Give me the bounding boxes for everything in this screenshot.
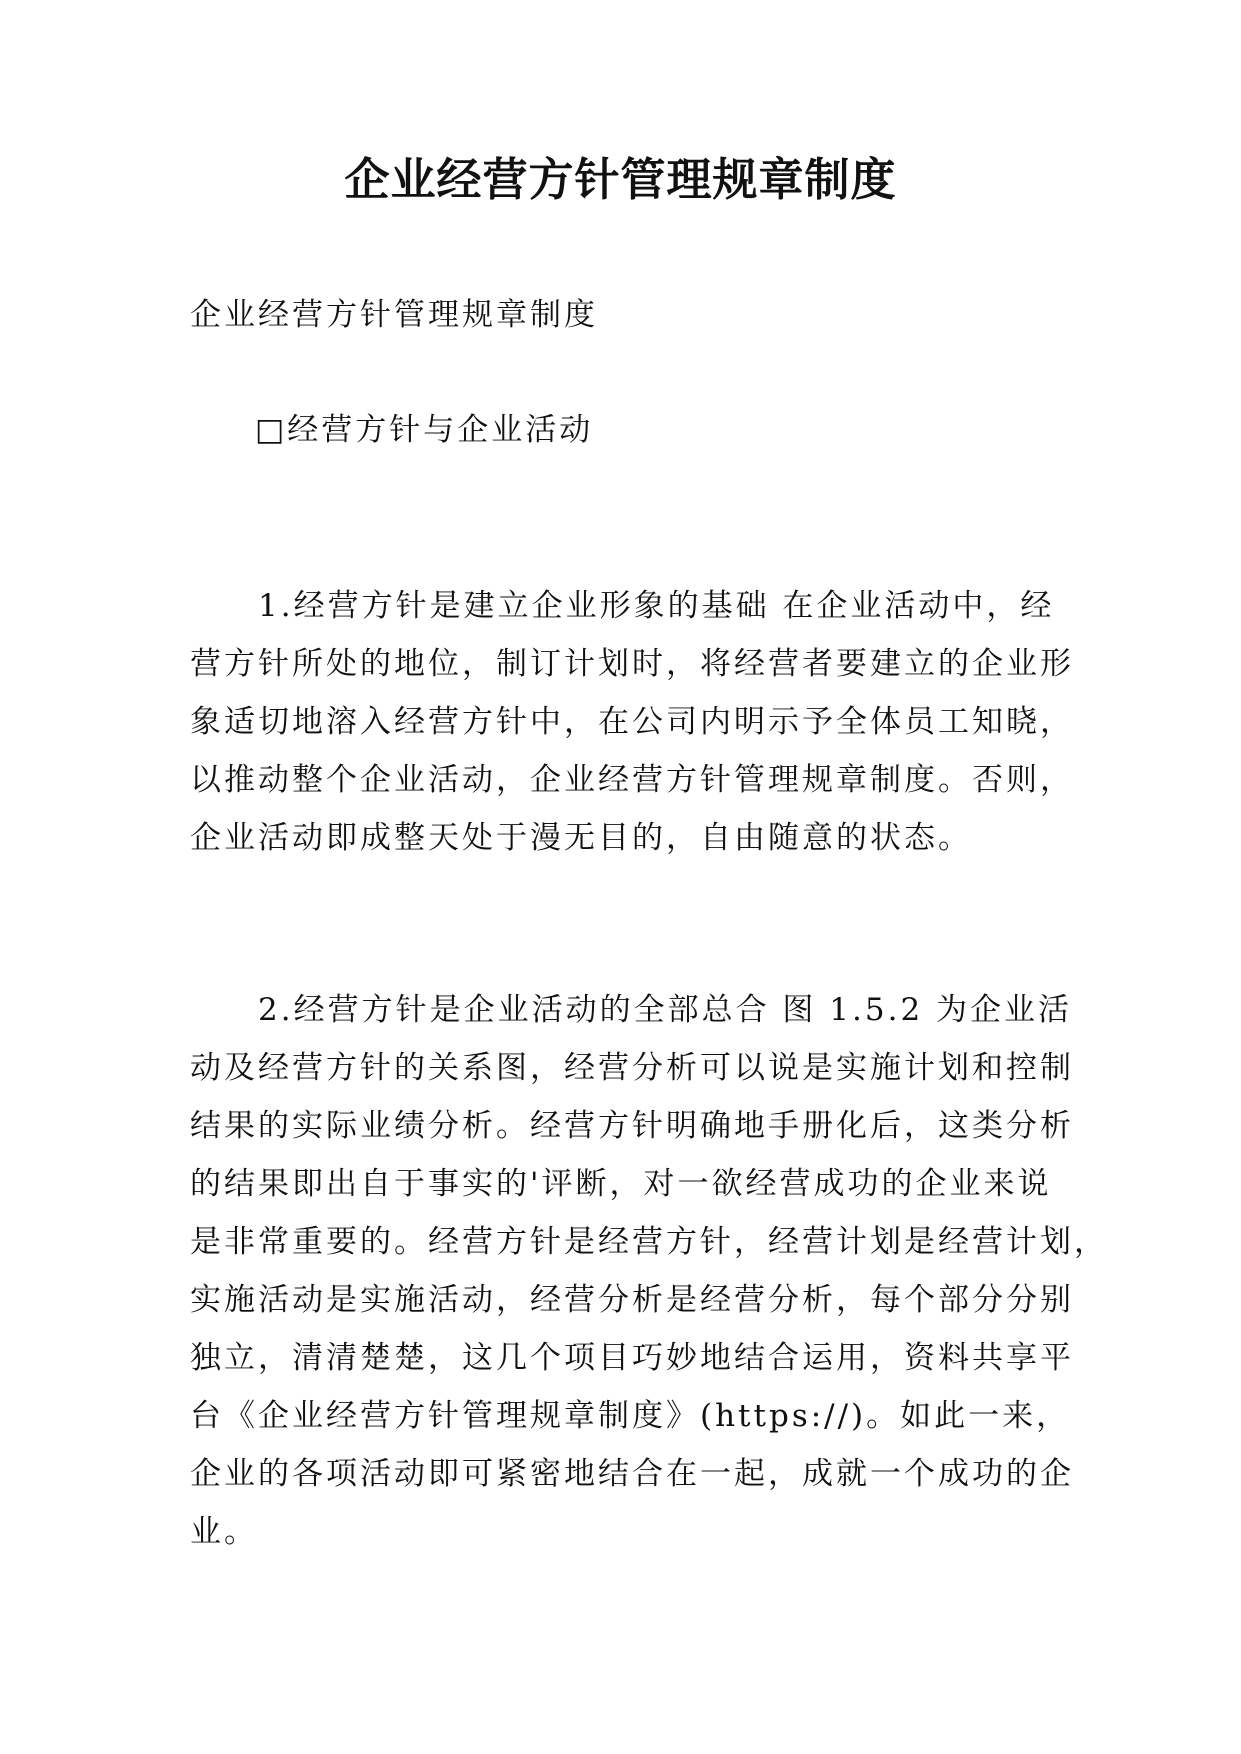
section-heading: □经营方针与企业活动	[255, 412, 594, 448]
paragraph-1	[190, 586, 1074, 876]
paragraph-line: 2.经营方针是企业活动的全部总合 图 1.5.2 为企业活	[190, 992, 1073, 1028]
paragraph-line: 台《企业经营方针管理规章制度》(https://)。如此一来，	[190, 1398, 1071, 1434]
paragraph-line: 1.经营方针是建立企业形象的基础 在企业活动中，经	[190, 588, 1055, 624]
paragraph-line: 企业活动即成整天处于漫无目的，自由随意的状态。	[190, 820, 972, 856]
paragraph-line: 独立，清清楚楚，这几个项目巧妙地结合运用，资料共享平	[190, 1340, 1074, 1376]
paragraph-line: 是非常重要的。经营方针是经营方针，经营计划是经营计划，	[190, 1224, 1108, 1260]
paragraph-line: 结果的实际业绩分析。经营方针明确地手册化后，这类分析	[190, 1108, 1074, 1144]
paragraph-line: 象适切地溶入经营方针中，在公司内明示予全体员工知晓，	[190, 704, 1074, 740]
paragraph-line: 的结果即出自于事实的'评断，对一欲经营成功的企业来说	[190, 1166, 1052, 1202]
document-title: 企业经营方针管理规章制度	[344, 153, 897, 206]
paragraph-line: 企业的各项活动即可紧密地结合在一起，成就一个成功的企	[190, 1456, 1074, 1492]
document-subtitle: 企业经营方针管理规章制度	[190, 297, 598, 333]
paragraph-line: 动及经营方针的关系图，经营分析可以说是实施计划和控制	[190, 1050, 1074, 1086]
paragraph-line: 业。	[190, 1514, 258, 1550]
paragraph-line: 营方针所处的地位，制订计划时，将经营者要建立的企业形	[190, 646, 1074, 682]
paragraph-line: 实施活动是实施活动，经营分析是经营分析，每个部分分别	[190, 1282, 1074, 1318]
paragraph-line: 以推动整个企业活动，企业经营方针管理规章制度。否则，	[190, 762, 1074, 798]
paragraph-2	[190, 990, 1108, 1570]
